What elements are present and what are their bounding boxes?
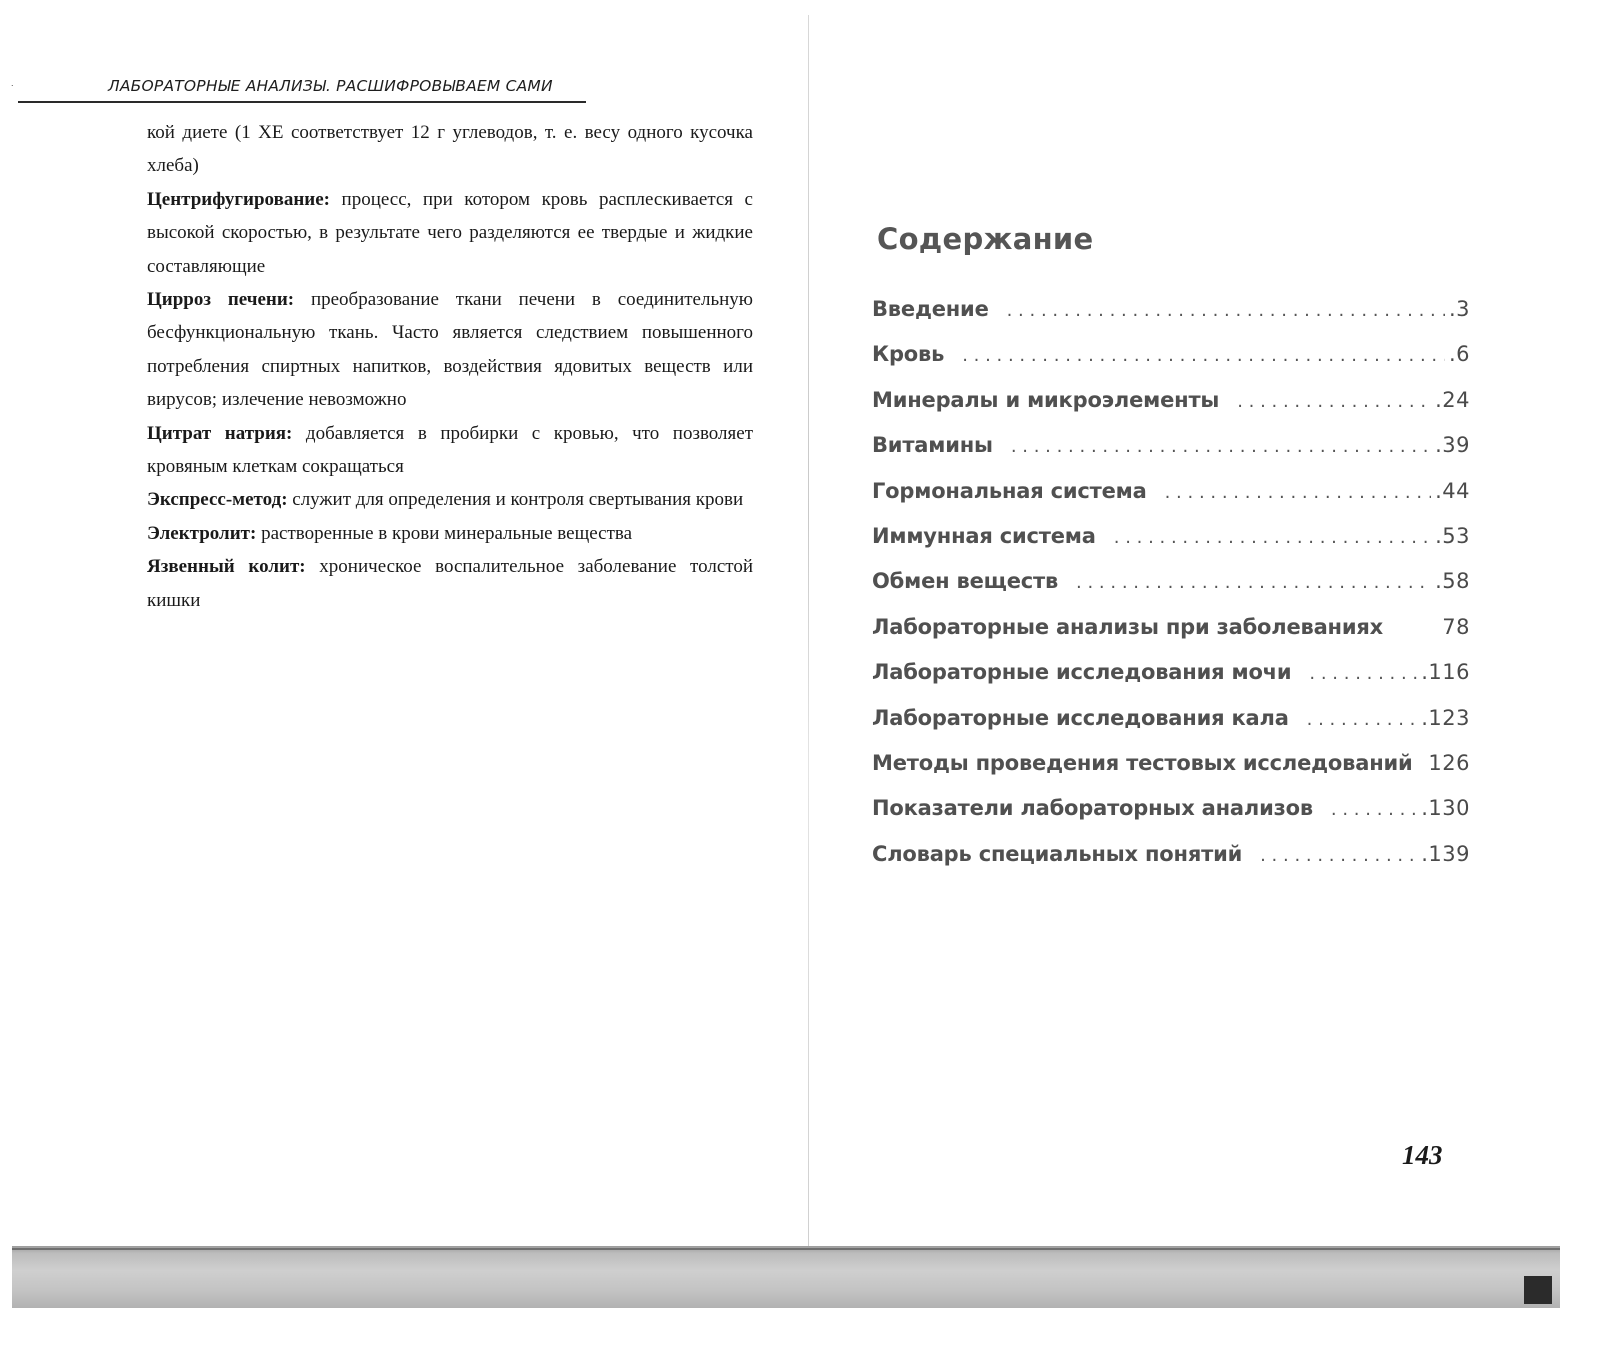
glossary-term: Цитрат натрия: [147,422,293,444]
glossary-term: Язвенный колит: [147,556,306,578]
glossary-entry [147,483,753,516]
toc-entry-label: Лабораторные исследования мочи [872,660,1292,685]
glossary-definition: добавляется в пробирки с кровью, что позволяет кровяным клеткам сокращаться [147,422,754,478]
toc-entry-label: Обмен веществ [872,569,1059,594]
toc-leader-dots [1165,482,1431,503]
toc-entry [872,342,1470,387]
toc-entry [872,660,1470,705]
toc-entry-label: Гормональная система [872,478,1147,503]
toc-entry-page: .139 [1421,841,1470,866]
toc-entry-label: Словарь специальных понятий [872,841,1243,866]
toc-entry-label: Лабораторные анализы при заболеваниях [872,614,1384,639]
scan-tick-mark: ˙ [10,85,15,95]
toc-leader-dots [1011,436,1431,457]
toc-leader-dots [962,345,1445,366]
toc-entry [872,706,1470,751]
toc-entry [872,751,1470,796]
toc-entry-label: Минералы и микроэлементы [872,387,1220,412]
left-page [0,0,805,1280]
toc-entry [872,569,1470,614]
toc-entry-page: .58 [1435,569,1470,594]
glossary-entry [147,417,753,484]
toc-entry-page: .3 [1448,297,1470,321]
glossary-definition: процесс, при котором кровь расплескивается с высокой скоростью, в результате чего разделяются ее твердые и жидкие составляющие [147,188,753,277]
glossary-entry [147,550,753,617]
toc-entry-label: Методы проведения тестовых исследований [872,750,1413,775]
table-of-contents [872,297,1470,887]
glossary-entry [147,283,753,417]
toc-entry [872,297,1470,342]
toc-entry-page: 126 [1428,750,1470,775]
glossary-entry [147,183,753,283]
glossary-entry [147,517,753,550]
toc-entry-label: Показатели лабораторных анализов [872,796,1313,821]
toc-entry-label: Лабораторные исследования кала [872,705,1289,730]
scan-bottom-edge [12,1246,1560,1308]
toc-entry-page: .116 [1421,660,1470,685]
scan-edge-line [12,1248,1560,1250]
toc-leader-dots [1237,391,1431,412]
glossary-definition: служит для определения и контроля свертывания крови [287,489,744,511]
glossary-term: Электролит: [147,522,257,544]
glossary-definition: хроническое воспалительное заболевание толстой кишки [147,556,753,611]
toc-entry [872,524,1470,569]
glossary-term: Цирроз печени: [147,289,295,311]
scan-corner-block [1524,1276,1552,1304]
glossary-continuation: кой диете (1 ХЕ соответствует 12 г углеводов, т. е. весу одного кусочка хлеба) [147,122,753,177]
toc-entry [872,433,1470,478]
toc-entry [872,388,1470,433]
toc-leader-dots [1076,572,1431,593]
toc-entry-page: .6 [1448,342,1470,367]
toc-entry [872,796,1470,841]
toc-entry [872,479,1470,524]
toc-entry-label: Иммунная система [872,523,1096,548]
toc-entry [872,615,1470,660]
page-number: 143 [1402,1140,1443,1170]
toc-entry-page: .24 [1435,387,1470,412]
toc-entry-label: Витамины [872,433,993,458]
toc-leader-dots [1260,845,1417,866]
glossary-text [147,116,753,617]
glossary-definition: преобразование ткани печени в соединительную бесфункциональную ткань. Часто является следствием повышенного потребления спиртных напитков, воздействия ядовитых веществ или вирусов; излечение невозможно [147,289,753,411]
toc-title: Содержание [877,222,1094,256]
running-head: ЛАБОРАТОРНЫЕ АНАЛИЗЫ. РАСШИФРОВЫВАЕМ САМИ [108,77,553,95]
right-page [812,0,1600,1280]
toc-entry-label: Кровь [872,342,945,367]
book-gutter [808,15,809,1265]
running-head-rule [18,101,586,103]
toc-entry-page: .123 [1421,705,1470,730]
toc-entry-page: 78 [1442,614,1470,639]
toc-entry-page: .53 [1435,523,1470,548]
toc-entry-page: .39 [1435,433,1470,458]
toc-leader-dots [1114,527,1431,548]
toc-entry-page: .130 [1421,796,1470,821]
glossary-definition: растворенные в крови минеральные вещества [256,522,633,544]
toc-entry [872,842,1470,887]
toc-leader-dots [1007,300,1445,321]
glossary-term: Центрифугирование: [147,188,330,210]
glossary-term: Экспресс-метод: [147,489,288,511]
toc-entry-label: Введение [872,297,989,321]
toc-leader-dots [1307,709,1418,730]
toc-leader-dots [1309,663,1417,684]
toc-leader-dots [1331,799,1417,820]
toc-entry-page: .44 [1435,478,1470,503]
